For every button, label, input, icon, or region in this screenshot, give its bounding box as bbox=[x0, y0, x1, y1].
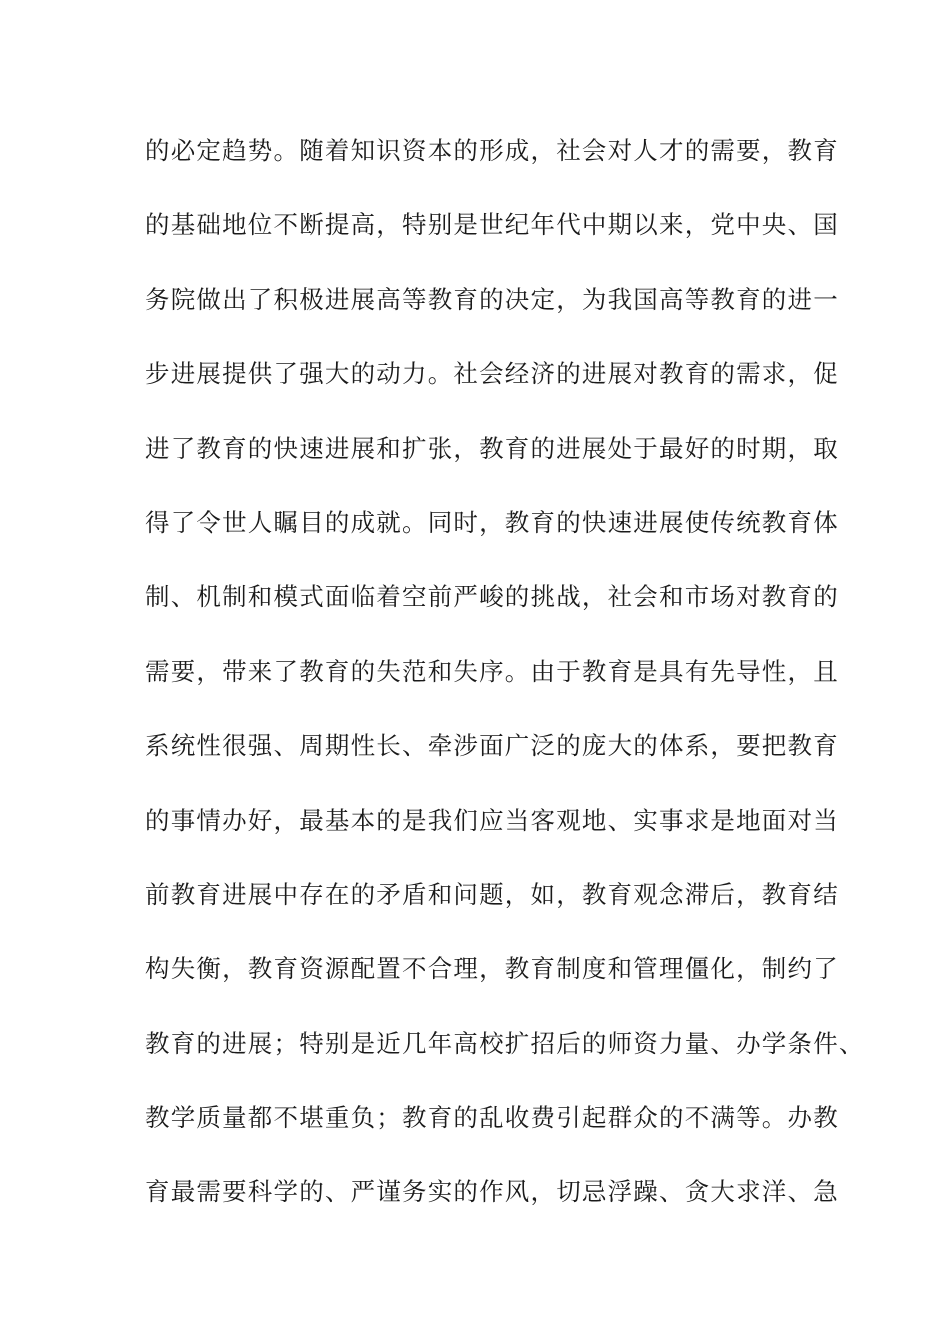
text-line-14: 教学质量都不堪重负；教育的乱收费引起群众的不满等。办教 bbox=[145, 1103, 839, 1133]
text-line-13: 教育的进展；特别是近几年高校扩招后的师资力量、办学条件、 bbox=[145, 1028, 865, 1058]
text-line-6: 得了令世人瞩目的成就。同时，教育的快速进展使传统教育体 bbox=[145, 507, 839, 537]
text-line-15: 育最需要科学的、严谨务实的作风，切忌浮躁、贪大求洋、急 bbox=[145, 1177, 839, 1207]
text-line-9: 系统性很强、周期性长、牵涉面广泛的庞大的体系，要把教育 bbox=[145, 731, 839, 761]
text-line-12: 构失衡，教育资源配置不合理，教育制度和管理僵化，制约了 bbox=[145, 954, 839, 984]
text-line-5: 进了教育的快速进展和扩张，教育的进展处于最好的时期，取 bbox=[145, 433, 839, 463]
text-line-2: 的基础地位不断提高，特别是世纪年代中期以来，党中央、国 bbox=[145, 210, 839, 240]
text-line-1: 的必定趋势。随着知识资本的形成，社会对人才的需要，教育 bbox=[145, 136, 839, 165]
text-line-4: 步进展提供了强大的动力。社会经济的进展对教育的需求，促 bbox=[145, 359, 839, 389]
text-line-11: 前教育进展中存在的矛盾和问题，如，教育观念滞后，教育结 bbox=[145, 879, 839, 909]
text-line-7: 制、机制和模式面临着空前严峻的挑战，社会和市场对教育的 bbox=[145, 582, 839, 612]
text-line-10: 的事情办好，最基本的是我们应当客观地、实事求是地面对当 bbox=[145, 805, 839, 835]
body-text bbox=[145, 133, 865, 1249]
text-line-8: 需要，带来了教育的失范和失序。由于教育是具有先导性，且 bbox=[145, 656, 839, 686]
text-line-3: 务院做出了积极进展高等教育的决定，为我国高等教育的进一 bbox=[145, 284, 839, 314]
